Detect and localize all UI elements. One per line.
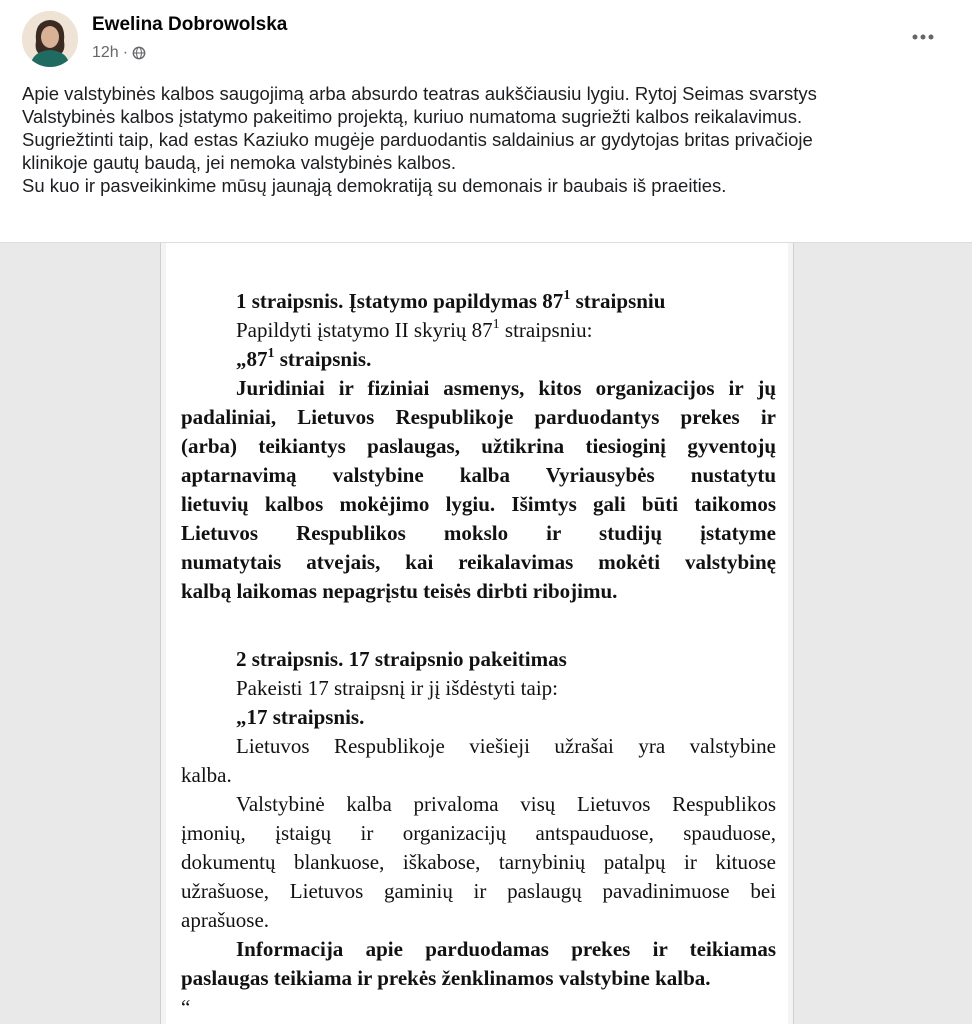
article-1-intro: Papildyti įstatymo II skyrių $87^1$ straipsniu:: [236, 317, 593, 342]
article-2-intro: Pakeisti 17 straipsnį ir jį išdėstyti taip:: [236, 676, 558, 700]
article-1: [181, 287, 776, 606]
article-2-p3-line: Informacija apie parduodamas prekes ir teikiamas: [236, 937, 776, 961]
article-2-p2-line: dokumentų blankuose, iškabose, tarnybinių patalpų ir kituose: [181, 850, 776, 874]
author-avatar[interactable]: [22, 11, 78, 67]
avatar-image: [22, 11, 78, 67]
article-1-body-line: kalbą laikomas nepagrįstu teisės dirbti ribojimu.: [181, 579, 618, 603]
post-header: [0, 0, 972, 243]
article-2-p2-line: Valstybinė kalba privaloma visų Lietuvos Respublikos: [236, 792, 776, 816]
article-1-body-line: padaliniai, Lietuvos Respublikoje parduodantys prekes ir: [181, 405, 776, 429]
article-1-body-line: Juridiniai ir fiziniai asmenys, kitos organizacijos ir jų: [236, 376, 776, 400]
author-name[interactable]: Ewelina Dobrowolska: [92, 14, 288, 35]
article-2-heading: 2 straipsnis. 17 straipsnio pakeitimas: [236, 647, 567, 671]
article-2-p1-line: Lietuvos Respublikoje viešieji užrašai yra valstybine: [236, 734, 776, 758]
article-1-heading: 1 straipsnis. Įstatymo papildymas $87^1$ straipsniu: [236, 288, 666, 313]
article-2-p1-line: kalba.: [181, 763, 232, 787]
article-2-title: „17 straipsnis.: [236, 705, 365, 729]
article-1-body-line: (arba) teikiantys paslaugas, užtikrina tiesioginį gyventojų: [181, 434, 776, 458]
article-2: [181, 645, 776, 1022]
time-separator: ·: [122, 44, 129, 61]
article-1-body-line: numatytais atvejais, kai reikalavimas mokėti valstybinę: [181, 550, 776, 574]
article-2-p2-line: įmonių, įstaigų ir organizacijų antspauduose, spauduose,: [181, 821, 776, 845]
post-time[interactable]: 12h: [92, 44, 119, 61]
post-text-line: Apie valstybinės kalbos saugojimą arba absurdo teatras aukščiausiu lygiu. Rytoj Seimas svarstys: [22, 83, 817, 104]
article-2-p2-line: aprašuose.: [181, 908, 270, 932]
post-text-line: klinikoje gautų baudą, jei nemoka valstybinės kalbos.: [22, 152, 456, 173]
article-2-p2-line: užrašuose, Lietuvos gaminių ir paslaugų pavadinimuose bei: [181, 879, 776, 903]
article-1-body-line: aptarnavimą valstybine kalba Vyriausybės nustatytu: [181, 463, 776, 487]
article-2-p3-line: paslaugas teikiama ir prekės ženklinamos valstybine kalba.: [181, 966, 711, 990]
post-meta: [92, 44, 146, 62]
globe-icon: [132, 46, 146, 60]
article-1-title: $„87^1$ straipsnis.: [236, 346, 372, 371]
post-text-line: Sugriežtinti taip, kad estas Kaziuko mugėje parduodantis saldainius ar gydytojas britas privačioje: [22, 129, 813, 150]
closing-quote: “: [181, 995, 191, 1019]
article-1-body-line: Lietuvos Respublikos mokslo ir studijų įstatyme: [181, 521, 776, 545]
more-options-icon[interactable]: [906, 20, 940, 54]
post-text-line: Su kuo ir pasveikinkime mūsų jaunąją demokratiją su demonais ir baubais iš praeities.: [22, 175, 727, 196]
article-1-body-line: lietuvių kalbos mokėjimo lygiu. Išimtys gali būti taikomos: [181, 492, 776, 516]
post-text: [22, 82, 952, 197]
post-text-line: Valstybinės kalbos įstatymo pakeitimo projektą, kuriuo numatoma sugriežti kalbos reikalavimus.: [22, 106, 803, 127]
